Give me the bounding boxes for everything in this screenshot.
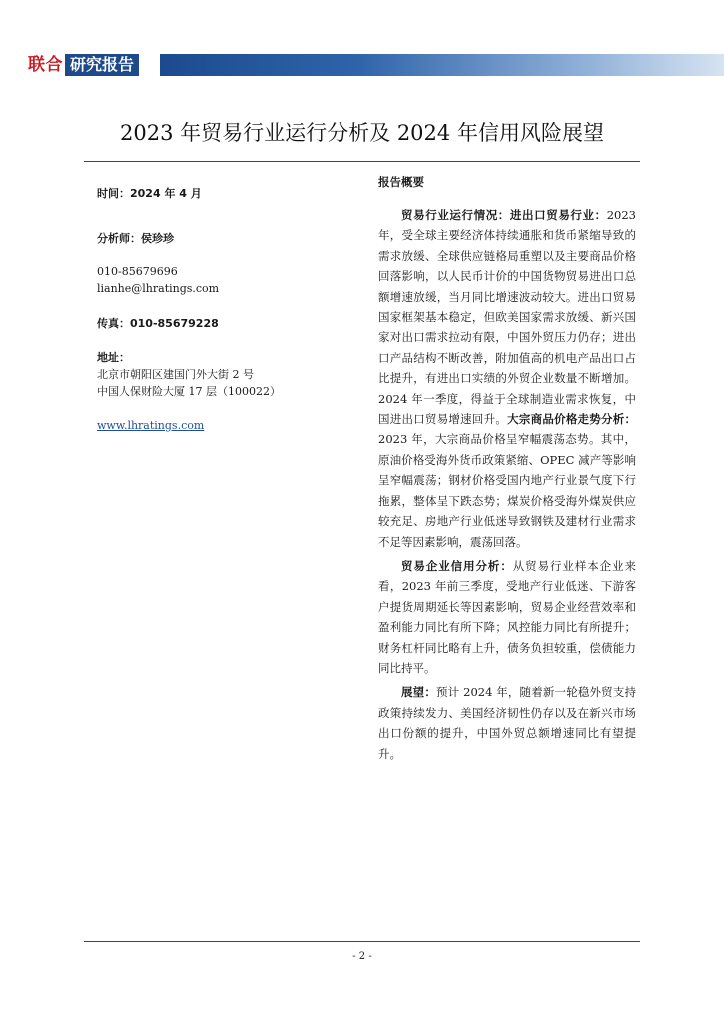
commodity-price-text: 2023 年，大宗商品价格呈窄幅震荡态势。其中，原油价格受海外货币政策紧缩、OPEC 减产等影响呈窄幅震荡；钢材价格受国内地产行业景气度下行拖累，整体呈下跌态势；煤炭价格受海外煤炭供应较充足、房地产行业低迷导致钢铁及建材行业需求不足等因素影响，震荡回落。 <box>378 432 636 549</box>
address-label: 地址： <box>97 351 130 364</box>
report-header <box>0 52 724 78</box>
header-gradient-bar <box>160 54 724 76</box>
analyst-name: 分析师：侯珍珍 <box>97 232 174 245</box>
document-title: 2023 年贸易行业运行分析及 2024 年信用风险展望 <box>120 121 604 145</box>
credit-analysis-label: 贸易企业信用分析： <box>401 558 513 573</box>
contact-fax: 传真：010-85679228 <box>97 317 219 330</box>
outlook-text: 预计 2024 年，随着新一轮稳外贸支持政策持续发力、美国经济韧性仍存以及在新兴市场出口份额的提升，中国外贸总额增速同比有望提升。 <box>378 685 637 761</box>
summary-heading: 报告概要 <box>378 175 424 189</box>
outlook-label: 展望： <box>401 685 436 700</box>
brand-name-red: 联合 <box>28 55 63 75</box>
summary-paragraph-credit <box>378 556 636 678</box>
report-date: 时间：2024 年 4 月 <box>97 187 202 200</box>
contact-email: lianhe@lhratings.com <box>97 282 220 295</box>
title-divider <box>84 161 640 162</box>
trade-operation-text: 2023 年，受全球主要经济体持续通胀和货币紧缩导致的需求放缓、全球供应链格局重塑以及主要商品价格回落影响，以人民币计价的中国货物贸易进出口总额增速放缓，当月同比增速波动较大。进出口贸易国家框架基本稳定，但欧美国家需求放缓、新兴国家对出口需求拉动有限，中国外贸压力仍存；进出口产品结构不断改善，附加值高的机电产品出口占比提升，有进出口实绩的外贸企业数量不断增加。2024 年一季度，得益于全球制造业需求恢复，中国进出口贸易增速回升。 <box>378 208 636 427</box>
contact-phone: 010-85679696 <box>97 265 178 278</box>
report-summary <box>378 173 636 764</box>
commodity-price-label: 大宗商品价格走势分析： <box>507 412 637 427</box>
credit-analysis-text: 从贸易行业样本企业来看，2023 年前三季度，受地产行业低迷、下游客户提货周期延长等因素影响，贸易企业经营效率和盈利能力同比有所下降；风控能力同比有所提升；财务杠杆同比略有上升，债务负担较重，偿债能力同比持平。 <box>378 558 636 675</box>
summary-paragraph-trade <box>378 205 636 552</box>
address-line-2: 中国人保财险大厦 17 层（100022） <box>97 385 281 398</box>
website-link[interactable]: www.lhratings.com <box>97 419 205 432</box>
summary-paragraph-outlook <box>378 682 636 764</box>
footer-divider <box>84 941 640 942</box>
trade-operation-label: 贸易行业运行情况：进出口贸易行业： <box>401 208 607 222</box>
address-line-1: 北京市朝阳区建国门外大街 2 号 <box>97 368 254 381</box>
page-number: - 2 - <box>352 951 372 962</box>
brand-logo <box>28 52 139 78</box>
brand-name-boxed: 研究报告 <box>65 54 139 76</box>
